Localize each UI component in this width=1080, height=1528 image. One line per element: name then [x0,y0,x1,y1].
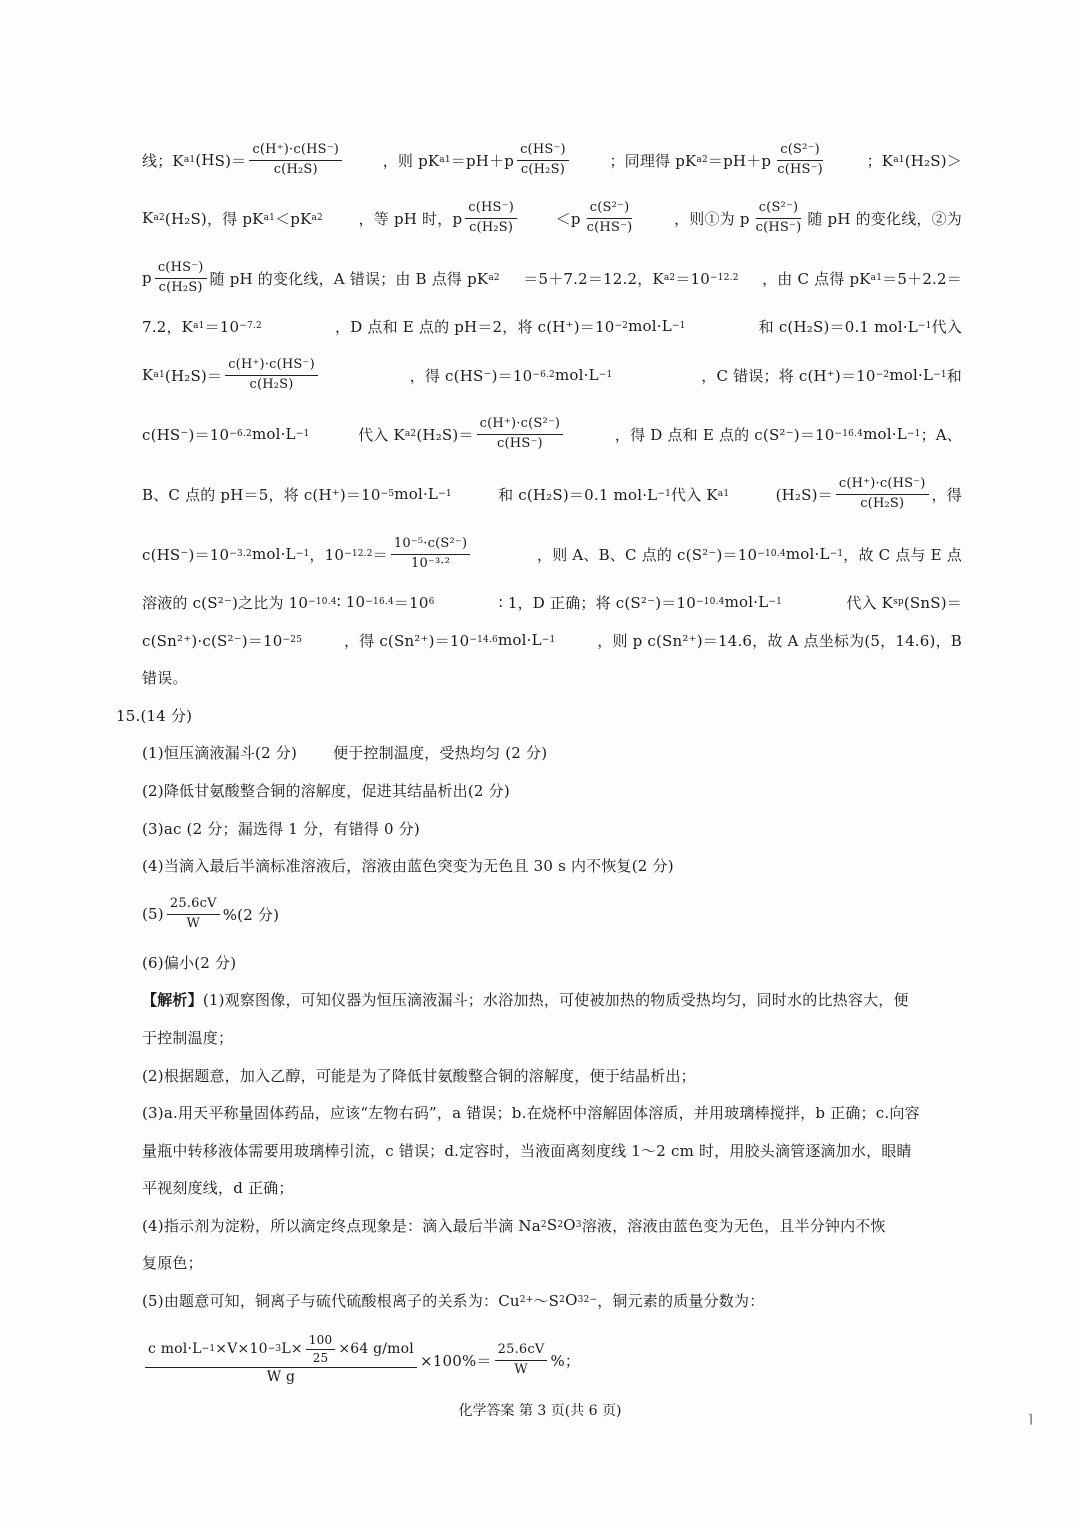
text: 7.2，K [142,317,194,336]
analysis-line-5 [142,355,962,395]
text: −1 [906,429,921,439]
text: (5) [142,905,164,923]
text: 量瓶中转移液体需要用玻璃棒引流，c 错误；d.定容时，当液面离刻度线 1～2 cm 时，用胶头滴管逐滴加水，眼睛 [142,1141,912,1160]
text: 2 [540,1220,547,1230]
numerator: 25.6cV [495,1343,548,1360]
explanation-3 [142,1092,962,1132]
text: 2− [583,1295,598,1305]
fraction [753,201,805,235]
text: ，C 错误；将 c(H⁺)＝10 [701,366,876,385]
numerator: 100 [306,1334,336,1350]
text: (H₂S)＝ [416,425,474,444]
text: (SnS)＝ [903,593,962,612]
denominator: c(H₂S) [158,279,203,295]
numerator: c(S²⁻) [777,143,823,160]
numerator: c(S²⁻) [587,201,633,218]
text: ，等 pH 时，p [358,209,463,228]
answer-5 [142,894,962,934]
text: mol·L [724,593,769,611]
text: mol·L [889,366,934,384]
explanation-3c [142,1167,962,1207]
fraction [391,537,470,571]
text: ，则 pK [382,151,440,170]
text: 于控制温度； [142,1028,234,1047]
text: a1 [717,489,730,499]
denominator: W g [266,1369,296,1386]
fraction [249,143,342,177]
text: −1 [438,489,452,499]
text: −14.6 [469,635,498,645]
text: a2 [153,213,165,223]
text: (3)ac (2 分；漏选得 1 分，有错得 0 分) [142,819,420,838]
numerator: c(HS⁻) [465,201,517,218]
text: 2+ [519,1295,534,1305]
numerator: c(HS⁻) [155,261,207,278]
text: −12.2 [710,273,739,283]
text: a2 [488,273,500,283]
denominator: c(HS⁻) [777,161,823,177]
text: (5)由题意可知，铜离子与硫代硫酸根离子的关系为：Cu [142,1291,520,1310]
text: ＝pH＋p [450,151,515,170]
analysis-line-3 [142,258,962,298]
text: p [142,269,152,287]
text: −1 [671,321,686,331]
text: 溶液，溶液由蓝色变为无色，且半分钟内不恢 [581,1216,886,1235]
text: 代入 K [846,593,894,612]
analysis-label: 【解析】 [142,990,203,1009]
text: O [565,1291,578,1309]
denominator: c(HS⁻) [755,219,802,235]
numerator: c(HS⁻) [517,143,569,160]
denominator: c(H₂S) [860,495,905,511]
text: ；同理得 pK [609,151,697,170]
text: −16.4 [834,429,864,439]
text: B、C 点的 pH＝5，将 c(H⁺)＝10 [142,485,381,504]
denominator: c(H₂S) [273,161,318,177]
text: −1 [657,489,671,499]
analysis-line-8 [142,534,962,574]
text: ，D 点和 E 点的 pH＝2，将 c(H⁺)＝10 [335,317,615,336]
analysis-line-9 [142,582,962,622]
text: (H₂S)＝ [775,485,833,504]
numerator: 25.6cV [167,897,220,914]
text: 和 [946,366,962,385]
text: −6.2 [532,370,555,380]
analysis-line-10 [142,620,962,660]
denominator: W [186,915,201,931]
page-footer: 化学答案 第 3 页(共 6 页) [458,1403,622,1419]
text: ；K [866,151,894,170]
text: mol·L [554,366,599,384]
text: −1 [295,429,310,439]
text: a1 [193,321,205,331]
text: 代入 K [358,425,405,444]
denominator: 10⁻³·² [410,555,451,571]
fraction [836,477,929,511]
text: −1 [541,635,556,645]
text: ×V×10 [215,1341,268,1358]
calculation-formula [142,1330,962,1390]
text: −2 [875,370,890,380]
text: 溶液的 c(S²⁻)之比为 10 [142,593,309,612]
text: −1 [598,370,613,380]
numerator: c(H⁺)·c(HS⁻) [249,143,342,160]
text: ＝5＋7.2＝12.2，K [523,269,664,288]
text: −7.2 [239,321,262,331]
text: a1 [439,155,451,165]
text: c mol·L [148,1341,202,1358]
text: ，10 [309,545,345,564]
text: mol·L [863,425,907,443]
inner-fraction [306,1334,336,1365]
numerator: c(H⁺)·c(HS⁻) [836,477,929,494]
text: −6.2 [229,429,252,439]
text: −1 [933,370,947,380]
text: 线；K [142,151,184,170]
text: −12.2 [344,549,373,559]
text: a1 [153,370,165,380]
text: ，则①为 p [674,209,750,228]
text: K [142,209,154,227]
text: (1)恒压滴液漏斗(2 分) [142,743,298,762]
analysis-line-4 [142,306,962,346]
explanation-3b [142,1130,962,1170]
text: (H₂S)＝ [164,366,223,385]
denominator: c(H₂S) [469,219,514,235]
text: 随 pH 的变化线，②为 [807,209,962,228]
text: −10.4 [308,597,337,607]
fraction [465,201,517,235]
text: 平视刻度线，d 正确； [142,1178,294,1197]
text: ×100%＝ [419,1351,492,1370]
text: a2 [311,213,323,223]
text: (H₂S)＞ [904,151,962,170]
text: ＝10 [204,317,240,336]
text: %(2 分) [222,905,280,924]
text: 6 [428,597,435,607]
text: −1 [917,321,932,331]
text: ，铜元素的质量分数为： [597,1291,765,1310]
text: ＝10 [675,269,711,288]
text: 代入 K [671,485,718,504]
text: −10.4 [695,597,725,607]
text: (H₂S)，得 pK [164,209,264,228]
text: 3 [575,1220,582,1230]
text: −10.4 [757,549,786,559]
fraction [584,201,636,235]
text: ，由 C 点得 pK [762,269,871,288]
question-15-title [116,695,936,735]
text: −1 [295,549,310,559]
text: 2 [557,1220,564,1230]
text: −5 [380,489,395,499]
text: −1 [201,1343,216,1354]
text: O [563,1216,576,1234]
numerator [145,1334,417,1368]
denominator: W [514,1361,528,1377]
text: 错误。 [142,668,188,687]
text: (1)观察图像，可知仪器为恒压滴液漏斗；水浴加热，可使被加热的物质受热均匀，同时水的比热容大，便 [202,990,909,1009]
text: ～S [533,1291,560,1310]
text: 和 c(H₂S)＝0.1 mol·L [758,317,918,336]
text: −1 [829,549,844,559]
text: −1 [768,597,783,607]
denominator: c(HS⁻) [586,219,633,235]
text: 复原色； [142,1253,203,1272]
text: c(Sn²⁺)·c(S²⁻)＝10 [142,631,283,650]
analysis-line-7 [142,474,962,514]
text: (6)偏小(2 分) [142,953,237,972]
text: sp [893,597,904,607]
numerator: 10⁻⁵·c(S²⁻) [391,537,470,554]
fraction [517,143,569,177]
answer-6 [142,942,962,982]
fraction [167,897,220,931]
text: ×64 g/mol [338,1341,414,1358]
explanation-1 [142,979,962,1019]
text: ＝10 [393,593,429,612]
text: (H [195,151,215,169]
text: mol·L [497,631,542,649]
text: 2 [559,1295,566,1305]
answer-4 [142,845,962,885]
denominator: c(HS⁻) [497,435,543,451]
text: ，则 A、B、C 点的 c(S²⁻)＝10 [537,545,758,564]
fraction [155,261,207,295]
text: −3 [267,1343,282,1354]
fraction [774,143,826,177]
denominator: c(H₂S) [520,161,565,177]
text: (4)指示剂为淀粉，所以滴定终点现象是：滴入最后半滴 Na [142,1216,541,1235]
text: a2 [696,155,708,165]
text: −16.4 [365,597,394,607]
text: mol·L [394,485,439,503]
text: a1 [263,213,276,223]
text: (3)a.用天平称量固体药品，应该“左物右码”，a 错误；b.在烧杯中溶解固体溶质，并用玻璃棒搅拌，b 正确；c.向容 [142,1103,920,1122]
text: ＜pK [275,209,312,228]
text: a1 [893,155,905,165]
text: a1 [183,155,196,165]
numerator: c(S²⁻) [756,201,802,218]
explanation-1b [142,1017,962,1057]
text: S [546,1216,558,1234]
text: ＝5＋2.2＝ [882,269,962,288]
result-fraction [495,1343,548,1377]
text: a2 [663,273,676,283]
text: 15.(14 分) [116,706,193,725]
text: −3.2 [229,549,252,559]
answer-1 [142,732,962,772]
explanation-2 [142,1055,962,1095]
text: K [142,366,154,384]
text: (4)当滴入最后半滴标准溶液后，溶液由蓝色突变为无色且 30 s 内不恢复(2 分) [142,856,674,875]
text: 和 c(H₂S)＝0.1 mol·L [498,485,658,504]
text: ，则 p c(Sn²⁺)＝14.6，故 A 点坐标为(5，14.6)，B [597,631,962,650]
explanation-4 [142,1205,962,1245]
analysis-line-6 [142,414,962,454]
text: ，故 C 点与 E 点 [843,545,962,564]
text: ＜p [555,209,581,228]
explanation-4b [142,1242,962,1282]
text: −25 [282,635,303,645]
text: ＝ [372,545,388,564]
text: ∶ 10 [336,593,366,611]
text: c(HS⁻)＝10 [142,545,230,564]
margin-mark: ⌉ [1028,1412,1033,1426]
text: ；A、 [920,425,962,444]
answer-2 [142,770,962,810]
text: a1 [870,273,883,283]
text: %； [550,1351,581,1370]
analysis-line-2 [142,198,962,238]
analysis-line-1 [142,140,962,180]
text: ∶ 1，D 正确；将 c(S²⁻)＝10 [498,593,696,612]
text: 代入 [931,317,962,336]
explanation-5 [142,1280,962,1320]
text: mol·L [628,317,672,335]
numerator: c(H⁺)·c(HS⁻) [225,358,318,375]
numerator: c(H⁺)·c(S²⁻) [477,417,564,434]
text: mol·L [251,545,296,563]
analysis-line-11 [142,657,962,697]
fraction [477,417,564,451]
text: c(HS⁻)＝10 [142,425,230,444]
text: ＝pH＋p [707,151,772,170]
text: 3 [577,1295,584,1305]
text: (2)降低甘氨酸整合铜的溶解度，促进其结晶析出(2 分) [142,781,510,800]
text: ，得 D 点和 E 点的 c(S²⁻)＝10 [614,425,835,444]
text: ，得 c(HS⁻)＝10 [409,366,533,385]
text: L× [281,1341,303,1358]
text: (2)根据题意，加入乙醇，可能是为了降低甘氨酸整合铜的溶解度，便于结晶析出； [142,1066,696,1085]
denominator: 25 [312,1351,329,1366]
text: ，得 [931,485,962,504]
denominator: c(H₂S) [249,376,294,392]
text: ，得 c(Sn²⁺)＝10 [343,631,470,650]
answer-3 [142,808,962,848]
mass-fraction [145,1334,417,1386]
text: mol·L [785,545,830,563]
fraction [225,358,318,392]
text: 便于控制温度，受热均匀 (2 分) [333,743,548,762]
text: mol·L [251,425,296,443]
text: 随 pH 的变化线，A 错误；由 B 点得 pK [209,269,489,288]
text: −2 [614,321,629,331]
text: a2 [404,429,417,439]
text: S)＝ [214,151,247,170]
